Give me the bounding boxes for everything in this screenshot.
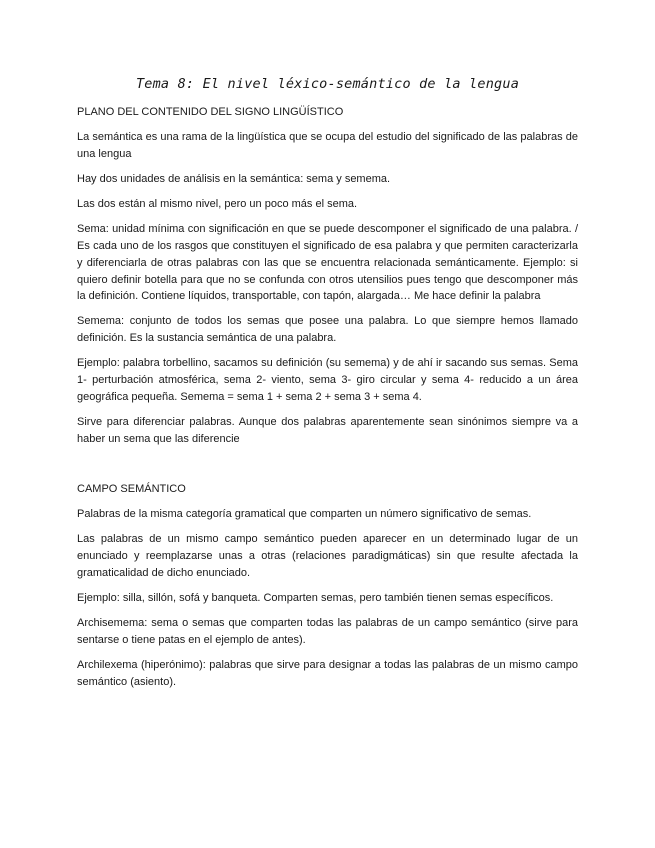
section-spacer [77,456,578,481]
document-body [77,104,578,699]
paragraph: La semántica es una rama de la lingüística que se ocupa del estudio del significado de las palabras de una lengua [77,131,578,160]
paragraph: Las palabras de un mismo campo semántico pueden aparecer en un determinado lugar de un enunciado y reemplazarse unas a otras (relaciones paradigmáticas) sin que resulte afectada la gramaticalidad de dicho enunciado. [77,533,578,579]
paragraph: Las dos están al mismo nivel, pero un poco más el sema. [77,198,358,211]
paragraph: Sirve para diferenciar palabras. Aunque dos palabras aparentemente sean sinónimos siempre va a haber un sema que las diferencie [77,416,578,445]
paragraph-semema-definition: Semema: conjunto de todos los semas que posee una palabra. Lo que siempre hemos llamado definición. Es la sustancia semántica de una palabra. [77,315,578,345]
section-heading-plano: PLANO DEL CONTENIDO DEL SIGNO LINGÜÍSTICO [77,106,344,118]
paragraph: Palabras de la misma categoría gramatical que comparten un número significativo de semas. [77,508,532,521]
paragraph-archisemema: Archisemema: sema o semas que comparten todas las palabras de un campo semántico (sirve para sentarse o tiene patas en el ejemplo de antes). [77,616,578,646]
paragraph-example: Ejemplo: silla, sillón, sofá y banqueta. Comparten semas, pero también tienen semas específicos. [77,591,554,604]
paragraph-archilexema: Archilexema (hiperónimo): palabras que sirve para designar a todas las palabras de un mismo campo semántico (asiento). [77,658,578,688]
section-heading-campo: CAMPO SEMÁNTICO [77,482,186,495]
paragraph-sema-definition: Sema: unidad mínima con significación en que se puede descomponer el significado de una palabra. / Es cada uno de los rasgos que constituyen el significado de esa palabra y que permiten caracterizarla y diferenciarla de otras palabras con las que se encuentra relacionada semánticamente. Ejemplo: si quiero definir botella para que no se confunda con otros utensilios pues tengo que descomponer más la definición. Contiene líquidos, transportable, con tapón, alargada… Me hace definir la palabra [77,223,578,303]
page-title: Tema 8: El nivel léxico-semántico de la lengua [135,76,520,92]
paragraph: Hay dos unidades de análisis en la semántica: sema y semema. [77,172,391,185]
paragraph-example: Ejemplo: palabra torbellino, sacamos su definición (su semema) y de ahí ir sacando sus semas. Sema 1- perturbación atmosférica, sema 2- viento, sema 3- giro circular y sema 4- reducido a un área geográfica pequeña. Semema = sema 1 + sema 2 + sema 3 + sema 4. [77,357,578,403]
